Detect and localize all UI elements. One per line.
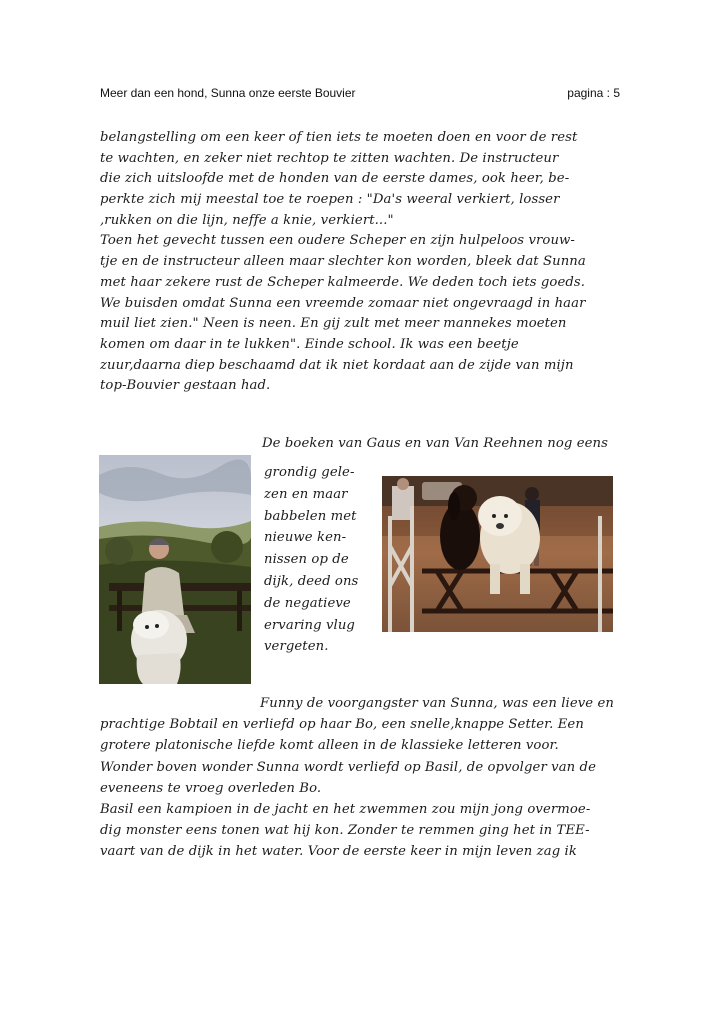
page-header [100,86,620,104]
text-line: Wonder boven wonder Sunna wordt verliefd op Basil, de opvolger van de [100,759,596,775]
text-line: Funny de voorgangster van Sunna, was een lieve en [260,696,614,711]
side-text-first-line: De boeken van Gaus en van Van Reehnen nog eens [262,436,608,451]
text-block-2 [100,693,614,863]
text-line: tje en de instructeur alleen maar slechter kon worden, bleek dat Sunna [100,254,586,270]
photo-setter-and-bobtail-at-fence [382,476,613,632]
text-line: ,rukken on die lijn, neffe a knie, verkiert..." [100,212,394,228]
photo-woman-with-dog [99,455,251,684]
text-line: top-Bouvier gestaan had. [100,378,271,394]
text-line: nissen op de [264,552,349,568]
text-block-1 [100,128,586,397]
text-line: zuur,daarna diep beschaamd dat ik niet kordaat aan de zijde van mijn [100,357,574,373]
text-line: Basil een kampioen in de jacht en het zwemmen zou mijn jong overmoe- [100,801,591,817]
text-line: te wachten, en zeker niet rechtop te zitten wachten. De instructeur [100,150,559,166]
text-line: zen en maar [264,486,348,502]
text-line: babbelen met [264,508,357,524]
text-line: grondig gele- [264,465,355,480]
text-line: die zich uitsloofde met de honden van de eerste dames, ook heer, be- [100,171,570,187]
text-line: met haar zekere rust de Scheper kalmeerde. We deden toch iets goeds. [100,274,586,290]
text-line: komen om daar in te lukken". Einde school. Ik was een beetje [100,336,519,352]
text-line: Toen het gevecht tussen een oudere Scheper en zijn hulpeloos vrouw- [100,233,575,249]
text-line: perkte zich mij meestal toe te roepen : "Da's weeral verkiert, losser [100,192,560,208]
side-text-column [264,462,358,658]
text-line: nieuwe ken- [264,530,347,546]
page-number: pagina : 5 [567,86,620,100]
text-line: de negatieve [264,595,351,611]
text-line: belangstelling om een keer of tien iets te moeten doen en voor de rest [100,130,578,145]
text-line: eveneens te vroeg overleden Bo. [100,780,322,796]
text-line: dijk, deed ons [264,573,359,589]
document-title: Meer dan een hond, Sunna onze eerste Bouvier [100,86,356,100]
text-line: vaart van de dijk in het water. Voor de eerste keer in mijn leven zag ik [100,844,577,860]
text-line: We buisden omdat Sunna een vreemde zomaar niet ongevraagd in haar [100,295,586,311]
text-line: ervaring vlug [264,617,355,633]
text-line: grotere platonische liefde komt alleen in de klassieke letteren voor. [100,738,559,754]
text-line: muil liet zien." Neen is neen. En gij zult met meer mannekes moeten [100,316,567,332]
text-line: dig monster eens tonen wat hij kon. Zonder te remmen ging het in TEE- [100,823,590,839]
text-line: vergeten. [264,639,329,655]
text-line: prachtige Bobtail en verliefd op haar Bo, een snelle,knappe Setter. Een [100,717,584,733]
